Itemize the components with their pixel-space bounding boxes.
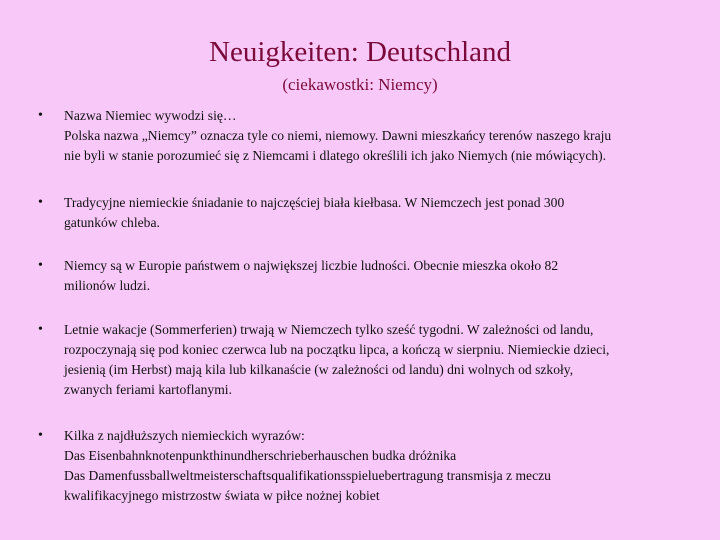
bullet-item-breakfast — [64, 193, 684, 233]
bullet-item-holidays — [64, 320, 684, 400]
text-line: Nazwa Niemiec wywodzi się… — [64, 108, 237, 123]
text-line: Tradycyjne niemieckie śniadanie to najczęściej biała kiełbasa. W Niemczech jest ponad 300 — [64, 195, 565, 210]
bullet-marker: • — [38, 108, 43, 123]
text-line: Das Eisenbahnknotenpunkthinundherschrieberhauschen budka dróżnika — [64, 448, 457, 463]
slide-subtitle: (ciekawostki: Niemcy) — [282, 75, 438, 94]
bullet-marker: • — [38, 428, 43, 443]
bullet-item-name-origin — [64, 106, 684, 166]
text-line: nie byli w stanie porozumieć się z Niemcami i dlatego określili ich jako Niemych (nie mówiących). — [64, 148, 607, 163]
bullet-marker: • — [38, 322, 43, 337]
text-line: Kilka z najdłuższych niemieckich wyrazów: — [64, 428, 305, 443]
bullet-marker: • — [38, 258, 43, 273]
slide-title: Neuigkeiten: Deutschland — [209, 36, 511, 68]
text-line: gatunków chleba. — [64, 215, 160, 230]
text-line: kwalifikacyjnego mistrzostw świata w piłce nożnej kobiet — [64, 488, 380, 503]
text-line: milionów ludzi. — [64, 278, 151, 293]
text-line: Letnie wakacje (Sommerferien) trwają w Niemczech tylko sześć tygodni. W zależności od landu, — [64, 322, 594, 337]
bullet-item-population — [64, 256, 684, 296]
bullet-item-long-words — [64, 426, 684, 506]
text-line: jesienią (im Herbst) mają kila lub kilkanaście (w zależności od landu) dni wolnych od szkoły, — [64, 362, 574, 377]
bullet-marker: • — [38, 195, 43, 210]
text-line: Das Damenfussballweltmeisterschaftsqualifikationsspieluebertragung transmisja z meczu — [64, 468, 551, 483]
text-line: Niemcy są w Europie państwem o największej liczbie ludności. Obecnie mieszka około 82 — [64, 258, 559, 273]
text-line: rozpoczynają się pod koniec czerwca lub na początku lipca, a kończą w sierpniu. Niemieckie dzieci, — [64, 342, 610, 357]
text-line: Polska nazwa „Niemcy” oznacza tyle co niemi, niemowy. Dawni mieszkańcy terenów naszego kraju — [64, 128, 612, 143]
text-line: zwanych feriami kartoflanymi. — [64, 382, 232, 397]
